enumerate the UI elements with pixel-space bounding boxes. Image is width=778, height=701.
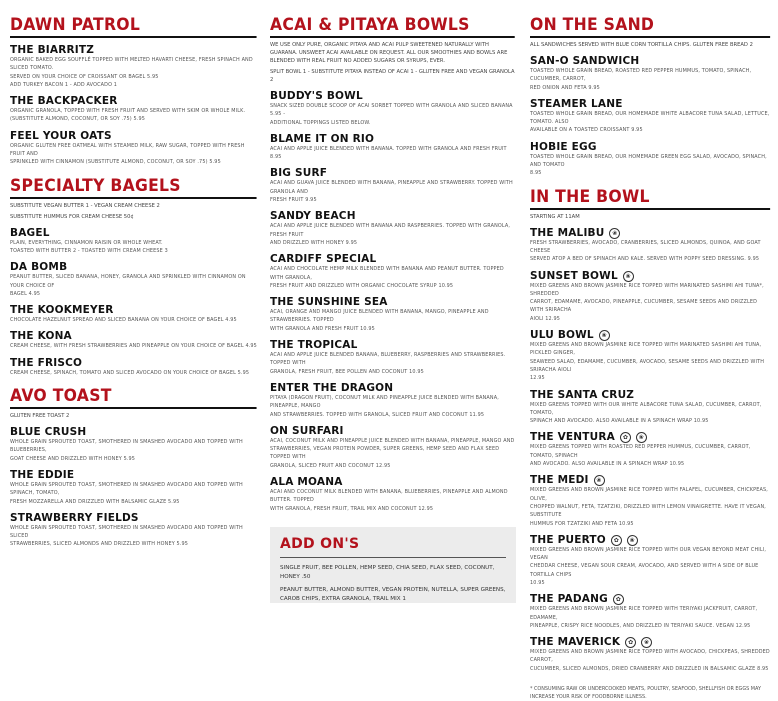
menu-item-name: STRAWBERRY FIELDS (10, 511, 139, 524)
menu-item (530, 228, 772, 264)
menu-item-description: ADD TURKEY BACON 1 - ADD AVOCADO 1 (10, 81, 118, 88)
menu-item-name: SUNSET BOWL (530, 269, 618, 282)
menu-item-title (530, 535, 772, 546)
menu-item-description: GRANOLA, SLICED FRUIT AND COCONUT 12.95 (270, 462, 391, 469)
menu-item-name: ULU BOWL (530, 329, 594, 342)
menu-item (10, 228, 258, 256)
menu-item-description: TOASTED WHOLE GRAIN BREAD, ROASTED RED PEPPER HUMMUS, TOMATO, SPINACH, CUCUMBER, CARROT, (530, 68, 752, 83)
menu-item-description: ACAI AND CHOCOLATE HEMP MILK BLENDED WITH BANANA AND PEANUT BUTTER. TOPPED WITH GRANOLA, (270, 266, 504, 281)
section-heading: DAWN PATROL (10, 16, 256, 38)
menu-item (530, 637, 772, 673)
gluten-free-icon: ❀ (623, 271, 634, 282)
menu-item-description: ACAI, COCONUT MILK AND PINEAPPLE JUICE BLENDED WITH BANANA, PINEAPPLE, MANGO AND (270, 437, 515, 444)
add-ons-heading: ADD ON'S (280, 535, 506, 558)
menu-item-name: BUDDY'S BOWL (270, 90, 363, 102)
menu-item-description: MIXED GREENS TOPPED WITH OUR WHITE ALBACORE TUNA SALAD, CUCUMBER, CARROT, TOMATO, (530, 401, 762, 416)
menu-item-description: 10.95 (530, 579, 545, 586)
section-on-the-sand (530, 16, 772, 178)
menu-item-description: ACAI, ORANGE AND MANGO JUICE BLENDED WITH BANANA, MANGO, PINEAPPLE AND STRAWBERRIES. TOPPED (270, 309, 489, 324)
menu-item-name: ALA MOANA (270, 476, 343, 489)
menu-column-middle (270, 0, 516, 603)
menu-item-name: DA BOMB (10, 261, 68, 274)
menu-item (270, 168, 516, 204)
menu-item-description: AND STRAWBERRIES. TOPPED WITH GRANOLA, SLICED FRUIT AND COCONUT 11.95 (270, 411, 485, 418)
menu-item-description: CUCUMBER, SLICED ALMONDS, DRIED CRANBERRY AND DRIZZLED IN BALSAMIC GLAZE 8.95 (530, 665, 769, 672)
menu-item (10, 513, 258, 549)
menu-item-name: THE MEDI (530, 474, 589, 487)
menu-item-description: SERVED ATOP A BED OF SPINACH AND KALE. SERVED WITH POPPY SEED DRESSING. 9.95 (530, 256, 760, 263)
menu-item (530, 390, 772, 426)
menu-item-title (270, 91, 516, 102)
menu-item-description: (SUBSTITUTE ALMOND, COCONUT, OR SOY .75) 5.95 (10, 116, 146, 123)
gluten-free-icon: ❀ (636, 432, 647, 443)
menu-item (10, 305, 258, 324)
menu-item (10, 358, 258, 377)
menu-item-description: ACAI AND COCONUT MILK BLENDED WITH BANANA, BLUEBERRIES, PINEAPPLE AND ALMOND BUTTER. TOPPED (270, 489, 508, 504)
menu-item (270, 254, 516, 290)
section-note: ALL SANDWICHES SERVED WITH BLUE CORN TORTILLA CHIPS. GLUTEN FREE BREAD 2 (530, 42, 753, 48)
menu-item-name: STEAMER LANE (530, 97, 623, 110)
menu-item-title (270, 340, 516, 351)
menu-item-title (10, 470, 258, 481)
menu-item-name: BLUE CRUSH (10, 426, 87, 439)
menu-item (10, 331, 258, 350)
menu-item-description: AND DRIZZLED WITH HONEY 9.95 (270, 239, 358, 246)
menu-item-description: SERVED ON YOUR CHOICE OF CROISSANT OR BAGEL 5.95 (10, 73, 159, 80)
menu-item (530, 99, 772, 135)
menu-item-name: ENTER THE DRAGON (270, 381, 394, 394)
menu-item-title (530, 432, 772, 443)
menu-item-description: FRESH FRUIT AND DRIZZLED WITH ORGANIC CHOCOLATE SYRUP 10.95 (270, 282, 454, 289)
menu-column-left (10, 0, 258, 549)
menu-item-description: WITH GRANOLA AND FRESH FRUIT 10.95 (270, 325, 375, 332)
menu-item (530, 475, 772, 527)
menu-item-name: ON SURFARI (270, 424, 344, 437)
menu-item-description: FRESH STRAWBERRIES, AVOCADO, CRANBERRIES, SLICED ALMONDS, QUINOA, AND GOAT CHEESE (530, 239, 761, 254)
menu-item-description: MIXED GREENS AND BROWN JASMINE RICE TOPPED WITH TERIYAKI JACKFRUIT, CARROT, EDAMAME, (530, 606, 758, 621)
section-note: SPLIT BOWL 1 - SUBSTITUTE PITAYA INSTEAD OF ACAI 1 - GLUTEN FREE AND VEGAN GRANOLA 2 (270, 69, 515, 83)
section-note: STARTING AT 11AM (530, 213, 580, 220)
menu-item-name: THE SUNSHINE SEA (270, 296, 388, 309)
menu-item-title (530, 271, 772, 282)
menu-item (530, 56, 772, 92)
menu-item (530, 142, 772, 178)
menu-item-name: THE MAVERICK (530, 636, 621, 649)
menu-item-description: SPRINKLED WITH CINNAMON (SUBSTITUTE ALMOND, COCONUT, OR SOY .75) 5.95 (10, 159, 221, 166)
menu-item-description: AND AVOCADO. ALSO AVAILABLE IN A SPINACH WRAP 10.95 (530, 461, 685, 468)
menu-item-description: BAGEL 4.95 (10, 290, 41, 297)
menu-item-description: MIXED GREENS AND BROWN JASMINE RICE TOPPED WITH FALAFEL, CUCUMBER, CHICKPEAS, OLIVE, (530, 487, 768, 502)
menu-item-description: CHOCOLATE HAZELNUT SPREAD AND SLICED BANANA ON YOUR CHOICE OF BAGEL 4.95 (10, 317, 237, 324)
menu-item-description: ACAI AND GUAVA JUICE BLENDED WITH BANANA, PINEAPPLE AND STRAWBERRY. TOPPED WITH GRANOLA AND (270, 180, 513, 195)
menu-item-description: STRAWBERRIES, SLICED ALMONDS AND DRIZZLED WITH HONEY 5.95 (10, 541, 189, 548)
menu-item-description: CREAM CHEESE, WITH FRESH STRAWBERRIES AND PINEAPPLE ON YOUR CHOICE OF BAGEL 4.95 (10, 343, 257, 350)
menu-item-description: FRESH FRUIT 9.95 (270, 197, 317, 204)
menu-item-name: SAN-O SANDWICH (530, 55, 640, 67)
menu-item-description: FRESH MOZZARELLA AND DRIZZLED WITH BALSAMIC GLAZE 5.95 (10, 498, 180, 505)
menu-item-title (530, 228, 772, 239)
menu-item (530, 535, 772, 587)
menu-item-title (10, 358, 258, 369)
gluten-free-icon: ❀ (599, 330, 610, 341)
footnote: * CONSUMING RAW OR UNDERCOOKED MEATS, POULTRY, SEAFOOD, SHELLFISH OR EGGS MAY INCREASE YOUR RISK OF FOODBORNE ILLNESS. (530, 686, 761, 701)
add-ons-line: SINGLE FRUIT, BEE POLLEN, HEMP SEED, CHIA SEED, FLAX SEED, COCONUT, HONEY .50 (280, 564, 495, 580)
gluten-free-icon: ❀ (594, 475, 605, 486)
menu-item-name: THE BACKPACKER (10, 95, 118, 108)
menu-item-title (530, 475, 772, 486)
menu-item-description: ACAI AND APPLE JUICE BLENDED WITH BANANA AND RASPBERRIES. TOPPED WITH GRANOLA, FRESH FRUIT (270, 223, 511, 238)
menu-item (270, 297, 516, 333)
menu-item-description: PLAIN, EVERYTHING, CINNAMON RAISIN OR WHOLE WHEAT. (10, 239, 163, 246)
menu-item-title (10, 305, 258, 316)
menu-item-name: THE MALIBU (530, 226, 605, 239)
menu-item-description: SPINACH AND AVOCADO. ALSO AVAILABLE IN A SPINACH WRAP 10.95 (530, 418, 709, 425)
menu-item-description: SEAWEED SALAD, EDAMAME, CUCUMBER, AVOCADO, SESAME SEEDS AND DRIZZLED WITH SRIRACHA AIOLI (530, 358, 765, 373)
menu-item-title (530, 56, 772, 67)
menu-item-title (530, 99, 772, 110)
section-dawn-patrol (10, 16, 258, 167)
section-specialty-bagels (10, 177, 258, 377)
menu-item (10, 96, 258, 124)
menu-item (530, 330, 772, 382)
menu-item-title (10, 331, 258, 342)
section-note: SUBSTITUTE VEGAN BUTTER 1 - VEGAN CREAM CHEESE 2 (10, 202, 160, 209)
menu-item-description: TOASTED WHOLE GRAIN BREAD, OUR HOMEMADE WHITE ALBACORE TUNA SALAD, LETTUCE, TOMATO. ALSO (530, 110, 770, 126)
menu-item-name: THE BIARRITZ (10, 44, 95, 56)
section-in-the-bowl (530, 188, 772, 673)
menu-item-description: WHOLE GRAIN SPROUTED TOAST, SMOTHERED IN SMASHED AVOCADO AND TOPPED WITH SPINACH, TOMATO, (10, 481, 243, 497)
menu-item-description: ACAI AND APPLE JUICE BLENDED BANANA, BLUEBERRY, RASPBERRIES AND STRAWBERRIES. TOPPED WITH (270, 352, 506, 367)
add-ons-box (270, 527, 516, 603)
menu-item-description: CHOPPED WALNUT, FETA, TZATZIKI, DRIZZLED WITH LEMON VINAIGRETTE. HAVE IT VEGAN, SUBSTITUTE (530, 503, 766, 519)
gluten-free-icon: ❀ (609, 228, 620, 239)
menu-item-title (530, 330, 772, 341)
menu-item-description: AIOLI 12.95 (530, 315, 561, 322)
menu-item (10, 427, 258, 463)
menu-item-description: CARROT, EDAMAME, AVOCADO, PINEAPPLE, CUCUMBER, SESAME SEEDS AND DRIZZLED WITH SRIRACHA (530, 299, 758, 314)
section-heading: ACAI & PITAYA BOWLS (270, 16, 514, 38)
menu-item-description: ORGANIC GRANOLA, TOPPED WITH FRESH FRUIT AND SERVED WITH SKIM OR WHOLE MILK. (10, 108, 246, 115)
menu-item (10, 45, 258, 89)
menu-column-right (530, 0, 772, 701)
menu-item-title (270, 297, 516, 308)
menu-item-name: CARDIFF SPECIAL (270, 253, 377, 266)
section-note: GLUTEN FREE TOAST 2 (10, 413, 70, 420)
menu-item-description: WHOLE GRAIN SPROUTED TOAST, SMOTHERED IN SMASHED AVOCADO AND TOPPED WITH BLUEBERRIES, (10, 439, 243, 454)
menu-item-name: THE SANTA CRUZ (530, 388, 635, 401)
section-note: SUBSTITUTE HUMMUS FOR CREAM CHEESE 50¢ (10, 213, 134, 220)
menu-item-name: BLAME IT ON RIO (270, 132, 375, 145)
section-avo-toast (10, 387, 258, 549)
menu-item-title (10, 45, 258, 56)
section-heading: AVO TOAST (10, 387, 256, 409)
menu-item-description: RED ONION AND FETA 9.95 (530, 84, 600, 91)
menu-item-title (530, 142, 772, 153)
menu-item-title (10, 427, 258, 438)
menu-item-description: CHEDDAR CHEESE, VEGAN SOUR CREAM, AVOCADO, AND SERVED WITH A SIDE OF BLUE TORTILLA CHIPS (530, 563, 759, 578)
section-heading: ON THE SAND (530, 16, 770, 38)
menu-item-name: THE FRISCO (10, 356, 83, 369)
menu-item-description: ACAI AND APPLE JUICE BLENDED WITH BANANA. TOPPED WITH GRANOLA AND FRESH FRUIT 8.95 (270, 145, 507, 161)
menu-item-title (10, 513, 258, 524)
menu-item-title (270, 168, 516, 179)
menu-item (10, 262, 258, 298)
section-heading: IN THE BOWL (530, 188, 770, 210)
menu-item-description: WHOLE GRAIN SPROUTED TOAST, SMOTHERED IN SMASHED AVOCADO AND TOPPED WITH SLICED (10, 524, 243, 540)
menu-item-description: ORGANIC BAKED EGG SOUFFLÉ TOPPED WITH MELTED HAVARTI CHEESE, FRESH SPINACH AND SLICED TOMATO. (10, 57, 253, 72)
menu-item-title (270, 477, 516, 488)
menu-item-description: 12.95 (530, 375, 545, 382)
menu-item-name: BAGEL (10, 226, 50, 239)
menu-item (270, 91, 516, 127)
menu-item-description: TOASTED WITH BUTTER 2 - TOASTED WITH CREAM CHEESE 3 (10, 247, 168, 254)
menu-item-title (10, 228, 258, 239)
vegan-icon: ✿ (613, 594, 624, 605)
menu-item-title (270, 383, 516, 394)
menu-item (530, 432, 772, 468)
menu-item-title (270, 211, 516, 222)
vegan-icon: ✿ (611, 535, 622, 546)
menu-item-title (530, 594, 772, 605)
menu-item-name: HOBIE EGG (530, 140, 597, 153)
menu-item-title (270, 134, 516, 145)
menu-item-description: GRANOLA, FRESH FRUIT, BEE POLLEN AND COCONUT 10.95 (270, 368, 424, 375)
menu-item-description: 8.95 (530, 170, 542, 177)
menu-item-title (10, 262, 258, 273)
menu-item-title (530, 637, 772, 648)
menu-item-name: FEEL YOUR OATS (10, 129, 112, 142)
vegan-icon: ✿ (620, 432, 631, 443)
menu-item (10, 131, 258, 167)
menu-item-description: AVAILABLE ON A TOASTED CROISSANT 9.95 (530, 127, 643, 134)
menu-item (530, 271, 772, 323)
menu-item-name: THE PUERTO (530, 533, 606, 546)
menu-item-name: THE KOOKMEYER (10, 304, 114, 317)
menu-item-name: THE KONA (10, 330, 72, 343)
menu-item-title (10, 131, 258, 142)
menu-item-description: GOAT CHEESE AND DRIZZLED WITH HONEY 5.95 (10, 455, 136, 462)
vegan-icon: ✿ (625, 637, 636, 648)
menu-item-title (270, 254, 516, 265)
gluten-free-icon: ❀ (627, 535, 638, 546)
menu-item-title (270, 426, 516, 437)
menu-item-description: MIXED GREENS AND BROWN JASMINE RICE TOPPED WITH OUR VEGAN BEYOND MEAT CHILI, VEGAN (530, 546, 767, 562)
menu-item-description: ADDITIONAL TOPPINGS LISTED BELOW. (270, 119, 371, 126)
section-acai-pitaya-bowls (270, 16, 516, 513)
menu-item-description: PEANUT BUTTER, SLICED BANANA, HONEY, GRANOLA AND SPRINKLED WITH CINNAMON ON YOUR CHOICE OF (10, 274, 246, 289)
menu-item-description: STRAWBERRIES, VEGAN PROTEIN POWDER, SUPER GREENS, HEMP SEED AND FLAX SEED TOPPED WITH (270, 446, 500, 461)
menu-item (270, 426, 516, 470)
menu-item-name: THE EDDIE (10, 468, 75, 481)
gluten-free-icon: ❀ (641, 637, 652, 648)
menu-item-title (530, 390, 772, 401)
menu-item-description: MIXED GREENS TOPPED WITH ROASTED RED PEPPER HUMMUS, CUCUMBER, CARROT, TOMATO, SPINACH (530, 444, 751, 459)
add-ons-line: PEANUT BUTTER, ALMOND BUTTER, VEGAN PROTEIN, NUTELLA, SUPER GREENS, CAROB CHIPS, EXTRA GRANOLA, TRAIL MIX 1 (280, 586, 506, 602)
menu-item (270, 134, 516, 162)
menu-item-description: SNACK SIZED DOUBLE SCOOP OF ACAI SORBET TOPPED WITH GRANOLA AND SLICED BANANA 5.95 - (270, 103, 513, 118)
menu-item-name: THE TROPICAL (270, 339, 358, 352)
menu-item-description: MIXED GREENS AND BROWN JASMINE RICE TOPPED WITH MARINATED SASHIMI AHI TUNA*, SHREDDED (530, 282, 764, 297)
menu-item-description: PITAYA (DRAGON FRUIT), COCONUT MILK AND PINEAPPLE JUICE BLENDED WITH BANANA, PINEAPPLE, MANGO (270, 394, 499, 410)
menu-item-description: WITH GRANOLA, FRESH FRUIT, TRAIL MIX AND COCONUT 12.95 (270, 505, 434, 512)
menu-item (270, 211, 516, 247)
menu-item-description: HUMMUS FOR TZATZIKI AND FETA 10.95 (530, 520, 634, 527)
menu-item-description: PINEAPPLE, CRISPY RICE NOODLES, AND DRIZZLED IN TERIYAKI SAUCE. VEGAN 12.95 (530, 622, 751, 629)
menu-item (530, 594, 772, 630)
menu-item-name: SANDY BEACH (270, 210, 356, 223)
menu-item-title (10, 96, 258, 107)
menu-item-name: THE PADANG (530, 593, 608, 606)
section-note: WE USE ONLY PURE, ORGANIC PITAYA AND ACAI PULP SWEETENED NATURALLY WITH GUARANA. UNSWEET ACAI AVAILABLE ON REQUEST. ALL OUR SMOOTHIES AND BOWLS ARE BLENDED WITH REAL FRUIT NO ADDED SUGARS OR SYRUPS, EVER. (270, 42, 508, 64)
menu-item (270, 340, 516, 376)
menu-item (10, 470, 258, 506)
section-heading: SPECIALTY BAGELS (10, 177, 256, 199)
menu-item (270, 383, 516, 419)
menu-item-name: BIG SURF (270, 167, 328, 180)
menu-item-description: CREAM CHEESE, SPINACH, TOMATO AND SLICED AVOCADO ON YOUR CHOICE OF BAGEL 5.95 (10, 369, 250, 376)
menu-item-description: TOASTED WHOLE GRAIN BREAD, OUR HOMEMADE GREEN EGG SALAD, AVOCADO, SPINACH, AND TOMATO (530, 153, 767, 169)
menu-item-description: ORGANIC GLUTEN FREE OATMEAL WITH STEAMED MILK, RAW SUGAR, TOPPED WITH FRESH FRUIT AND (10, 142, 245, 158)
menu-item (270, 477, 516, 513)
menu-item-description: MIXED GREENS AND BROWN JASMINE RICE TOPPED WITH AVOCADO, CHICKPEAS, SHREDDED CARROT, (530, 649, 770, 664)
menu-item-name: THE VENTURA (530, 431, 615, 444)
menu-item-description: MIXED GREENS AND BROWN JASMINE RICE TOPPED WITH MARINATED SASHIMI AHI TUNA, PICKLED GINGER, (530, 342, 762, 357)
